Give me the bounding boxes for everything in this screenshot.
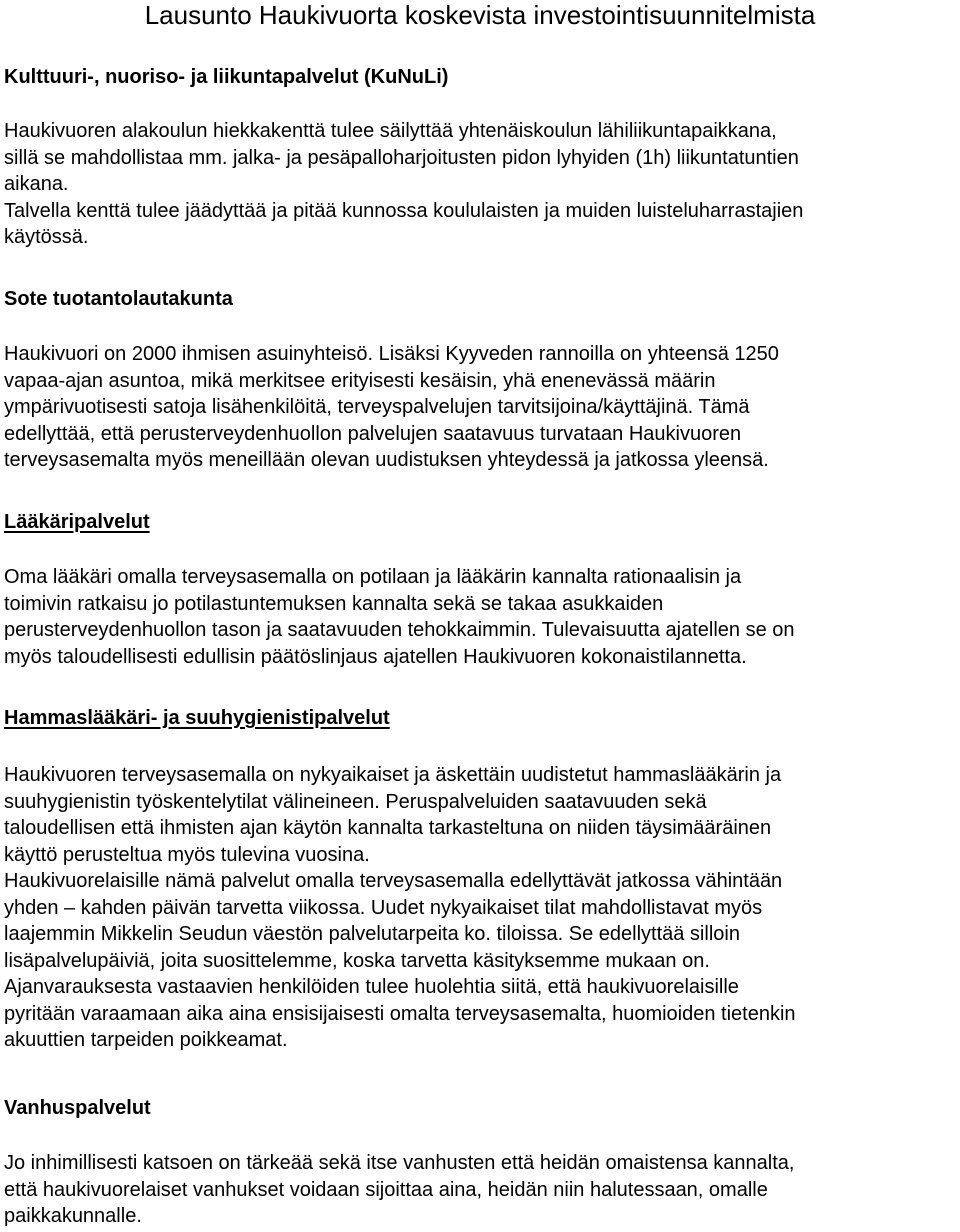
body-line: sillä se mahdollistaa mm. jalka- ja pesäpalloharjoitusten pidon lyhyiden (1h) liikuntatuntien [4,146,799,169]
section-heading-kunuli: Kulttuuri-, nuoriso- ja liikuntapalvelut (KuNuLi) [4,66,449,88]
body-line: taloudellisen että ihmisten ajan käytön kannalta tarkasteltuna on niiden täysimääräinen [4,817,772,839]
section-body-sote [4,341,779,474]
body-line: Oma lääkäri omalla terveysasemalla on potilaan ja lääkärin kannalta rationaalisin ja [4,566,742,588]
body-line: toimivin ratkaisu jo potilastuntemuksen kannalta sekä se takaa asukkaiden [4,592,664,615]
section-body-kunuli [4,118,803,251]
section-heading-sote: Sote tuotantolautakunta [4,288,233,310]
section-heading-vanhuspalvelut: Vanhuspalvelut [4,1097,151,1119]
section-heading-laakaripalvelut: Lääkäripalvelut [4,511,150,533]
section-body-laakaripalvelut [4,564,795,670]
body-line: yhden – kahden päivän tarvetta viikossa. Uudet nykyaikaiset tilat mahdollistavat myös [4,896,763,919]
body-line: suuhygienistin työskentelytilat välineineen. Peruspalveluiden saatavuuden sekä [4,790,707,813]
section-heading-hammaslaakari: Hammaslääkäri- ja suuhygienistipalvelut [4,707,390,729]
body-line: käyttö perusteltua myös tulevina vuosina. [4,843,370,866]
body-line: Jo inhimillisesti katsoen on tärkeää sekä itse vanhusten että heidän omaistensa kannalta, [4,1152,795,1174]
section-body-hammaslaakari [4,762,796,1054]
body-line: Ajanvarauksesta vastaavien henkilöiden tulee huolehtia siitä, että haukivuorelaisille [4,976,739,998]
body-line: Haukivuori on 2000 ihmisen asuinyhteisö. Lisäksi Kyyveden rannoilla on yhteensä 1250 [4,343,779,365]
body-line: Haukivuoren terveysasemalla on nykyaikaiset ja äskettäin uudistetut hammaslääkärin ja [4,764,782,786]
body-line: paikkakunnalle. [4,1205,142,1227]
body-line: laajemmin Mikkelin Seudun väestön palvelutarpeita ko. tiloissa. Se edellyttää silloin [4,923,740,945]
body-line: vapaa-ajan asuntoa, mikä merkitsee erityisesti kesäisin, yhä enenevässä määrin [4,369,716,392]
body-line: Haukivuorelaisille nämä palvelut omalla terveysasemalla edellyttävät jatkossa vähintään [4,870,783,892]
body-line: ympärivuotisesti satoja lisähenkilöitä, terveyspalvelujen tarvitsijoina/käyttäjinä. Tämä [4,396,750,418]
body-line: perusterveydenhuollon tason ja saatavuuden tehokkaimmin. Tulevaisuutta ajatellen se on [4,619,795,641]
body-line: Talvella kenttä tulee jäädyttää ja pitää kunnossa koululaisten ja muiden luisteluharrastajien [4,199,804,222]
body-line: käytössä. [4,226,89,248]
body-line: terveysasemalta myös meneillään olevan uudistuksen yhteydessä ja jatkossa yleensä. [4,449,769,471]
body-line: että haukivuorelaiset vanhukset voidaan sijoittaa aina, heidän niin halutessaan, omalle [4,1178,768,1201]
section-body-vanhuspalvelut [4,1150,794,1230]
body-line: edellyttää, että perusterveydenhuollon palvelujen saatavuus turvataan Haukivuoren [4,422,742,445]
body-line: myös taloudellisesti edullisin päätöslinjaus ajatellen Haukivuoren kokonaistilannetta. [4,645,747,668]
body-line: lisäpalvelupäiviä, joita suosittelemme, koska tarvetta käsityksemme mukaan on. [4,949,710,972]
body-line: Haukivuoren alakoulun hiekkakenttä tulee säilyttää yhtenäiskoulun lähiliikuntapaikkana, [4,120,777,142]
document-title: Lausunto Haukivuorta koskevista investointisuunnitelmista [144,0,816,30]
body-line: akuuttien tarpeiden poikkeamat. [4,1029,288,1051]
body-line: pyritään varaamaan aika aina ensisijaisesti omalta terveysasemalta, huomioiden tietenkin [4,1002,796,1025]
body-line: aikana. [4,173,69,195]
